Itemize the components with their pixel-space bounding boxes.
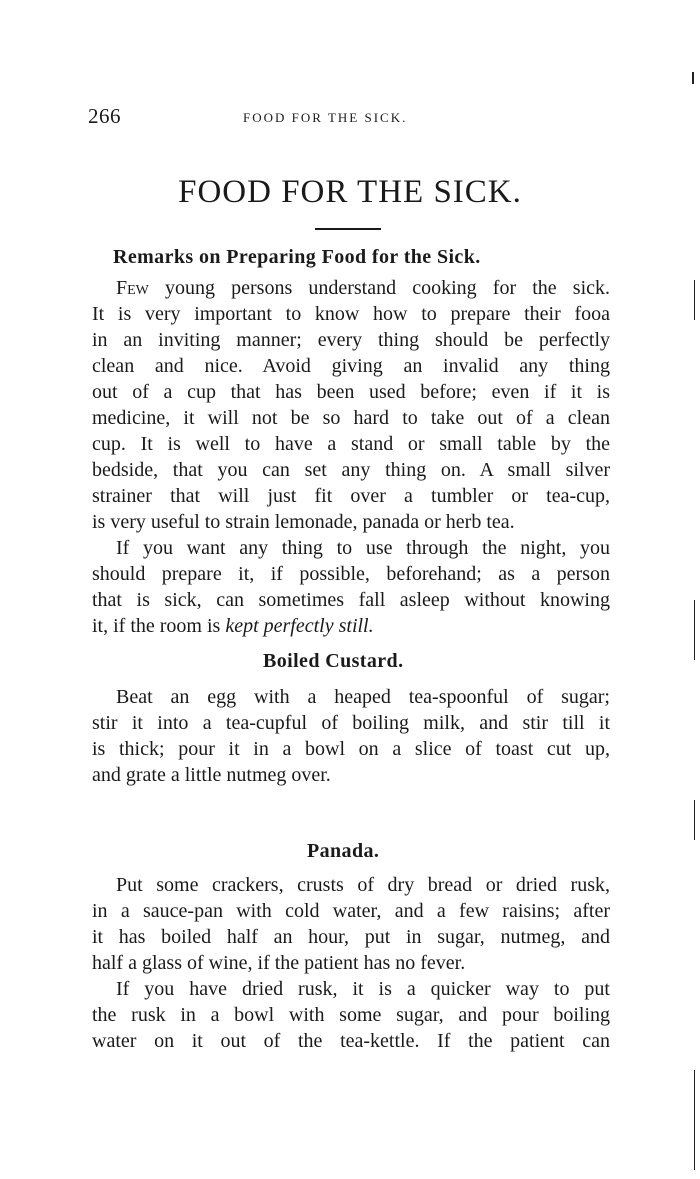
section-body-panada — [92, 872, 610, 1054]
page-number: 266 — [88, 104, 121, 128]
text-line: the rusk in a bowl with some sugar, and pour boiling — [92, 1004, 610, 1026]
text-line: is very useful to strain lemonade, panada or herb tea. — [92, 511, 515, 533]
section-body-remarks — [92, 275, 610, 639]
text-line: it has boiled half an hour, put in sugar, nutmeg, and — [92, 926, 610, 948]
text-line: Put some crackers, crusts of dry bread or dried rusk, — [116, 874, 610, 896]
scan-edge-mark — [694, 1070, 695, 1170]
section-body-boiled-custard — [92, 684, 610, 788]
text-line: out of a cup that has been used before; even if it is — [92, 381, 610, 403]
scan-edge-mark — [694, 280, 695, 320]
text-line: strainer that will just fit over a tumbler or tea-cup, — [92, 485, 610, 507]
text-line: bedside, that you can set any thing on. A small silver — [92, 459, 610, 481]
text-line-plain: it, if the room is — [92, 615, 226, 637]
text-line-italic: kept perfectly still. — [225, 615, 374, 637]
text-line: If you have dried rusk, it is a quicker way to put — [116, 978, 610, 1000]
title-rule — [315, 228, 381, 230]
text-line: medicine, it will not be so hard to take out of a clean — [92, 407, 610, 429]
text-line: in a sauce-pan with cold water, and a few raisins; after — [92, 900, 610, 922]
section-heading-boiled-custard: Boiled Custard. — [263, 650, 404, 672]
text-line — [92, 275, 610, 301]
section-heading-remarks: Remarks on Preparing Food for the Sick. — [113, 246, 481, 268]
text-line: water on it out of the tea-kettle. If the patient can — [92, 1030, 610, 1052]
chapter-title: FOOD FOR THE SICK. — [178, 174, 522, 210]
text-line: is thick; pour it in a bowl on a slice of toast cut up, — [92, 738, 610, 760]
text-line: cup. It is well to have a stand or small table by the — [92, 433, 610, 455]
section-heading-panada: Panada. — [307, 840, 380, 862]
scan-edge-mark — [692, 72, 694, 84]
text-line-rest: young persons understand cooking for the sick. — [148, 277, 610, 299]
text-line: clean and nice. Avoid giving an invalid any thing — [92, 355, 610, 377]
text-line: stir it into a tea-cupful of boiling milk, and stir till it — [92, 712, 610, 734]
text-line: should prepare it, if possible, beforehand; as a person — [92, 563, 610, 585]
scan-edge-mark — [694, 600, 695, 660]
text-line: It is very important to know how to prepare their fooa — [92, 303, 610, 325]
scan-edge-mark — [694, 800, 695, 840]
text-line: that is sick, can sometimes fall asleep without knowing — [92, 589, 610, 611]
text-line: half a glass of wine, if the patient has no fever. — [92, 952, 466, 974]
text-line: and grate a little nutmeg over. — [92, 764, 331, 786]
running-head — [88, 104, 608, 132]
text-line: in an inviting manner; every thing should be perfectly — [92, 329, 610, 351]
running-title: FOOD FOR THE SICK. — [243, 110, 408, 125]
text-line: Beat an egg with a heaped tea-spoonful of sugar; — [116, 686, 610, 708]
dropcap-word: Few — [116, 277, 149, 299]
text-line: If you want any thing to use through the night, you — [116, 537, 610, 559]
text-line — [92, 613, 610, 639]
